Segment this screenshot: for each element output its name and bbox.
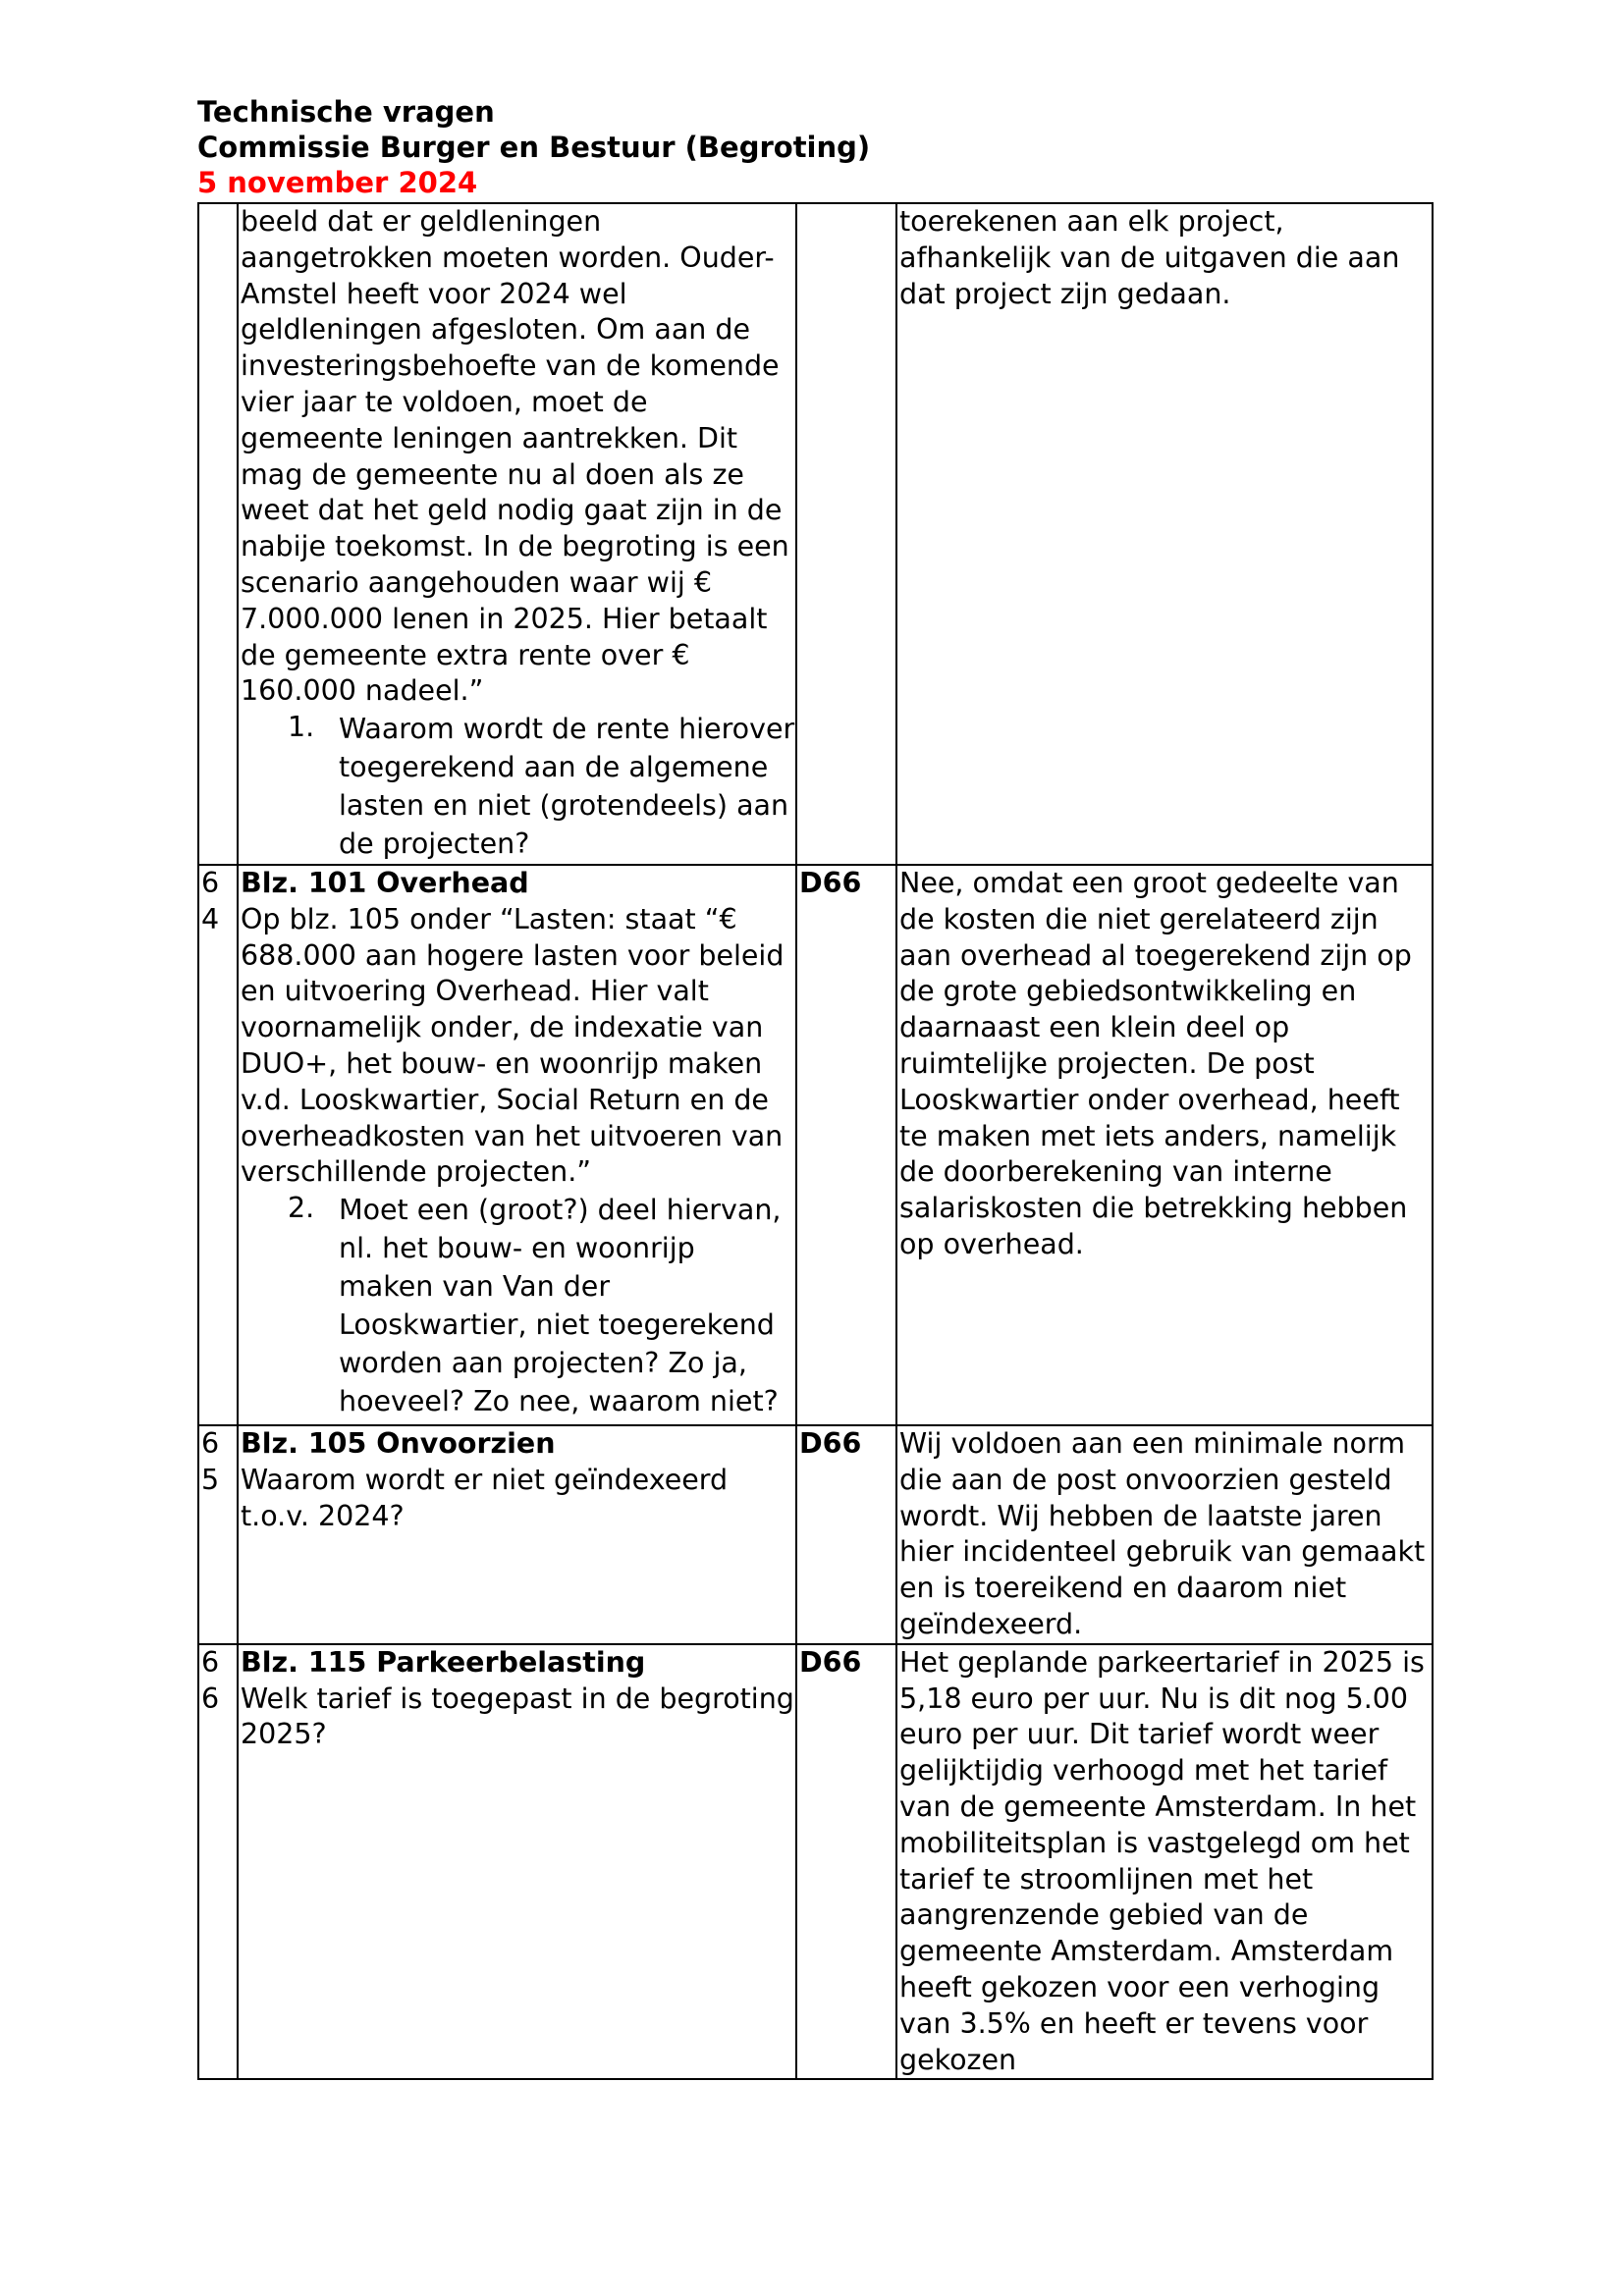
header-committee: Commissie Burger en Bestuur (Begroting) bbox=[197, 131, 871, 164]
question-cell bbox=[238, 865, 796, 1425]
question-number: 66 bbox=[198, 1644, 238, 2080]
party-cell: D66 bbox=[796, 865, 896, 1425]
question-cell bbox=[238, 203, 796, 865]
answer-cell: Nee, omdat een groot gedeelte van de kosten die niet gerelateerd zijn aan overhead al toegerekend zijn op de grote gebiedsontwikkeling en daarnaast een klein deel op ruimtelijke projecten. De post Looskwartier onder overhead, heeft te maken met iets anders, namelijk de doorberekening van interne salariskosten die betrekking hebben op overhead. bbox=[896, 865, 1433, 1425]
table-row bbox=[198, 1425, 1433, 1644]
party-cell: D66 bbox=[796, 1425, 896, 1644]
sub-question bbox=[241, 710, 795, 863]
question-text: beeld dat er geldleningen aangetrokken moeten worden. Ouder-Amstel heeft voor 2024 wel geldleningen afgesloten. Om aan de investeringsbehoefte van de komende vier jaar te voldoen, moet de gemeente leningen aantrekken. Dit mag de gemeente nu al doen als ze weet dat het geld nodig gaat zijn in de nabije toekomst. In de begroting is een scenario aangehouden waar wij € 7.000.000 lenen in 2025. Hier betaalt de gemeente extra rente over € 160.000 nadeel.” bbox=[241, 205, 789, 708]
sub-question-number: 1. bbox=[288, 711, 315, 744]
party-cell: D66 bbox=[796, 1644, 896, 2080]
sub-question-text: Waarom wordt de rente hierover toegerekend aan de algemene lasten en niet (grotendeels) aan de projecten? bbox=[339, 713, 795, 861]
sub-question-text: Moet een (groot?) deel hiervan, nl. het bouw- en woonrijp maken van Van der Looskwartier, niet toegerekend worden aan projecten? Zo ja, hoeveel? Zo nee, waarom niet? bbox=[339, 1194, 782, 1418]
question-title: Blz. 115 Parkeerbelasting bbox=[241, 1645, 646, 1679]
sub-question bbox=[241, 1191, 795, 1420]
question-title: Blz. 105 Onvoorzien bbox=[241, 1427, 556, 1460]
document-header bbox=[197, 94, 870, 200]
table-row bbox=[198, 865, 1433, 1425]
party-cell bbox=[796, 203, 896, 865]
question-number bbox=[198, 203, 238, 865]
header-date: 5 november 2024 bbox=[197, 166, 478, 199]
question-cell bbox=[238, 1425, 796, 1644]
header-title: Technische vragen bbox=[197, 95, 495, 129]
answer-cell: toerekenen aan elk project, afhankelijk van de uitgaven die aan dat project zijn gedaan. bbox=[896, 203, 1433, 865]
questions-table bbox=[197, 202, 1434, 2080]
question-title: Blz. 101 Overhead bbox=[241, 867, 529, 899]
sub-question-number: 2. bbox=[288, 1192, 315, 1225]
question-text: Op blz. 105 onder “Lasten: staat “€ 688.000 aan hogere lasten voor beleid en uitvoering Overhead. Hier valt voornamelijk onder, de indexatie van DUO+, het bouw- en woonrijp maken v.d. Looskwartier, Social Return en de overheadkosten van het uitvoeren van verschillende projecten.” bbox=[241, 902, 785, 1189]
answer-cell: Wij voldoen aan een minimale norm die aan de post onvoorzien gesteld wordt. Wij hebben de laatste jaren hier incidenteel gebruik van gemaakt en is toereikend en daarom niet geïndexeerd. bbox=[896, 1425, 1433, 1644]
question-text: Waarom wordt er niet geïndexeerd t.o.v. 2024? bbox=[241, 1463, 729, 1532]
answer-cell: Het geplande parkeertarief in 2025 is 5,18 euro per uur. Nu is dit nog 5.00 euro per uur. Dit tarief wordt weer gelijktijdig verhoogd met het tarief van de gemeente Amsterdam. In het mobiliteitsplan is vastgelegd om het tarief te stroomlijnen met het aangrenzende gebied van de gemeente Amsterdam. Amsterdam heeft gekozen voor een verhoging van 3.5% en heeft er tevens voor gekozen bbox=[896, 1644, 1433, 2080]
question-number: 65 bbox=[198, 1425, 238, 1644]
table-row bbox=[198, 1644, 1433, 2080]
question-text: Welk tarief is toegepast in de begroting 2025? bbox=[241, 1682, 794, 1751]
table-row bbox=[198, 203, 1433, 865]
question-number: 64 bbox=[198, 865, 238, 1425]
question-cell bbox=[238, 1644, 796, 2080]
